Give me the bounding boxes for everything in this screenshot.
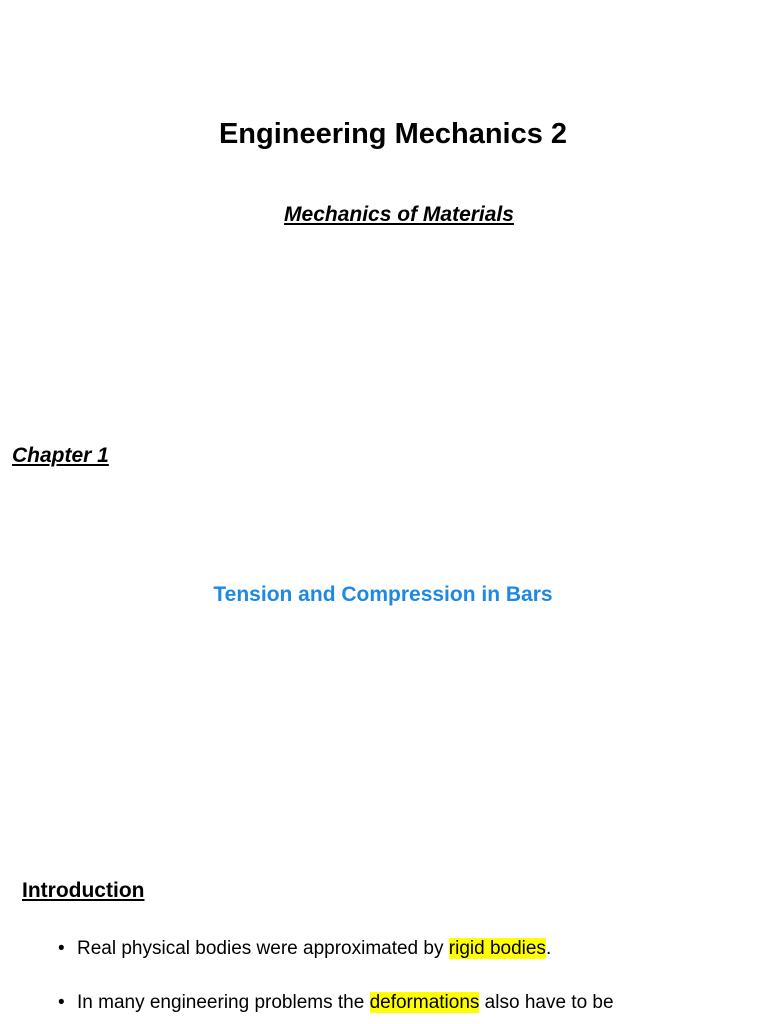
bullet-text: In many engineering problems the [77, 992, 370, 1013]
bullet-text-end: . [545, 938, 552, 959]
bullet-text-end: also have to be [479, 992, 614, 1013]
document-title: Engineering Mechanics 2 [218, 118, 568, 150]
document-subtitle: Mechanics of Materials [284, 203, 514, 226]
chapter-label: Chapter 1 [12, 444, 109, 467]
highlighted-text: rigid bodies [448, 938, 546, 959]
highlighted-text: deformations [369, 992, 480, 1013]
bullet-marker: • [58, 992, 65, 1013]
bullet-item [58, 992, 614, 1014]
bullet-marker: • [58, 938, 65, 959]
section-heading: Introduction [22, 879, 145, 902]
bullet-text: Real physical bodies were approximated by [77, 938, 449, 959]
bullet-item [58, 938, 551, 960]
chapter-title: Tension and Compression in Bars [213, 583, 553, 606]
